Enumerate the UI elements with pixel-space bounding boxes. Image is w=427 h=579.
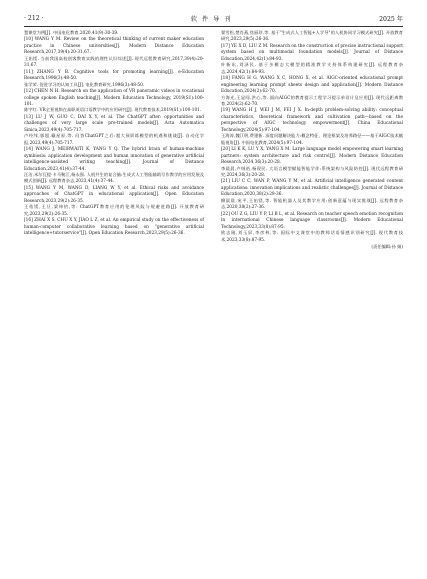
editor-note: (责任编辑:孙 娟) xyxy=(371,244,403,250)
reference-entry: 翟雪松,楚肖燕,焦丽珍,等. 基于"生成式人工智能+人学导"的人机协同学习模式研究[J]. 开放教育研究,2023,29(5):26-36. xyxy=(221,31,403,43)
reference-entry: 慧课堂为例[J]. 中国电化教育,2020,41(9):30-39. xyxy=(24,31,119,36)
reference-entry: 方海光,王显闯,洪心,等. 面向AIGC的教育提示工程学习提示单设计及应用[J]. 现代远距离教育,2024(2):62-70. xyxy=(221,95,403,107)
references-column-right xyxy=(221,31,403,251)
reference-entry: 陈宇红. VR全景视频在高职英语口语教学中的应用研究[J]. 现代教育技术,2019(S1):100-101. xyxy=(24,108,202,114)
running-header xyxy=(24,12,403,24)
reference-entry: 张学荣. 促进学习的认知工具[J]. 电化教育研究,1996(3):48-50. xyxy=(24,82,145,88)
reference-entry: 王海涛,魏江明,费建新. 深度问题解决能力:概念特征、理论框架及培养路径——基于AIGC技术赋能视角[J]. 中国电化教育,2024(5):97-104. xyxy=(221,134,403,146)
reference-entry: 柳晨晨,宛平,王佑镁,等. 智能机器人及其教学应用:创新意蕴与现实挑战[J]. 远程教育杂志,2020,38(2):27-36. xyxy=(221,198,403,211)
reference-entry: [21] LIU C C, WAN P, WANG Y M, et al. Artificial intelligence generated content applications: innovation implications and realistic challenges[J]. Journal of Distance Education,2020,38(2):29-36. xyxy=(221,179,403,198)
reference-entry: 欧志刚,刘玉屏,李彦林,等. 国际中文课堂中的教师话语情感识别研究[J]. 现代教育技术,2023,33(8):87-95. xyxy=(221,231,403,243)
reference-entry: 王佑镁,王旦,梁炜怡,等. ChatGPT教育应用的伦理风险与规避进路[J]. 开放教育研究,2023,29(2):26-35. xyxy=(24,205,204,217)
page-number: · 212 · xyxy=(24,14,44,22)
reference-entry: 汪洁,米尔瓦提·卡马勒江,杨永强. 人机共生的复合脑:生成式人工智能辅助写作教学的应用发展及模式创新[J]. 远程教育杂志,2023,41(4):37-44. xyxy=(24,172,204,185)
reference-entry: [12] CHEN N H. Research on the application of VR panoramic videos in vocational college spoken English teaching[J]. Modern Education Technology, 2019(S1):100-101. xyxy=(24,89,204,107)
journal-year: 2025 年 xyxy=(379,15,403,23)
references-column-left xyxy=(24,31,204,238)
reference-entry: [13] LU J W, GUO C, DAI X Y, et al. The ChatGPT after: opportunities and challenges of very large scale pre-trained models[J]. Acta Automatica Sinica,2023,49(4):705-717. xyxy=(24,114,204,133)
reference-entry: 王佑镁. 当前我国高校创客教育实践的理性认识综述[J]. 现代远程教育研究,2017,39(4):20-31,67. xyxy=(24,56,204,69)
reference-entry: [19] WANG H J, WEI J M, FEI J X. In-depth problem-solving ability: conceptual characteristics, theoretical framework and cultivation path—based on the perspective of AIGC technology empowerment[J]. China Educational Technology,2024(5):97-104. xyxy=(221,108,403,133)
reference-entry: 叶新东,刘泽民. 基于多模态大模型的精准教学支持体系构建研究[J]. 远程教育杂志,2024,42(1):84-93. xyxy=(221,63,403,75)
reference-entry: [16] ZHAI X S, CHU X Y, JIAO L Z, et al. An empirical study on the effectiveness of human-computer collaborative learning based on "generative artificial intelligence+tutorservice"[J]. Open Education Research,2023,29(5):26-36. xyxy=(24,218,204,237)
reference-entry: [17] YE X D, LIU Z M. Research on the construction of precise instructional support system based on multimodal foundation models[J]. Journal of Distance Education,2024,42(1):84-93. xyxy=(221,43,403,62)
reference-entry: [11] ZHANG Y B. Cognitive tools for promoting learning[J]. e-Education Research,1996(3):48-50. xyxy=(24,69,204,82)
reference-entry: 李晨晨,卢绒裕,杨现民. 大语言模型赋能智能学伴:系统架构与风险防控[J]. 现代远程教育研究,2024,36(3):20-28. xyxy=(221,166,403,178)
journal-name: 软 件 导 刊 xyxy=(190,15,232,23)
reference-entry: [10] WANG Y M. Review on the theoretical thinking of current maker education practice in Chinese universities[J]. Modern Distance Education Research,2017,39(4):20-31,67. xyxy=(24,37,204,56)
reference-entry: [18] FANG H G, WANG X C, HONG X, et al. AIGC-oriented educational prompt engineering learning prompt sheets design and application[J]. Modern Distance Education,2024(2):62-70. xyxy=(221,76,403,95)
reference-entry: [14] WANG J, MEIRWAITI K, YANG Y Q. The hybrid brain of human-machine symbiosis: application development and human innovation of generative artificial intelligence-assisted writing teaching[J]. Journal of Distance Education,2023,41(4):37-44. xyxy=(24,147,204,172)
reference-entry: 卢经纬,郭超,戴星原,等. 问答ChatGPT之后:超大预训练模型的机遇和挑战[J]. 自动化学报,2023,49(4):705-717. xyxy=(24,134,204,146)
reference-entry: [15] WANG Y M, WANG D, LIANG W Y, et al. Ethical risks and avoidance approaches of ChatGPT in educational application[J]. Open Education Research,2023,29(2):26-35. xyxy=(24,185,204,204)
header-rule xyxy=(24,26,403,27)
reference-entry: [20] LI K K, LU Y X, YANG X M. Large language model empowering smart learning partners: system architecture and risk control[J]. Modern Distance Education Research,2024,36(3):20-28. xyxy=(221,147,403,166)
reference-entry: [22] OU Z G, LIU Y P, LI B L, et al. Research on teacher speech emotion recognition in international Chinese language classrooms[J]. Modern Educational Technology,2023,33(8):87-95. xyxy=(221,211,403,230)
